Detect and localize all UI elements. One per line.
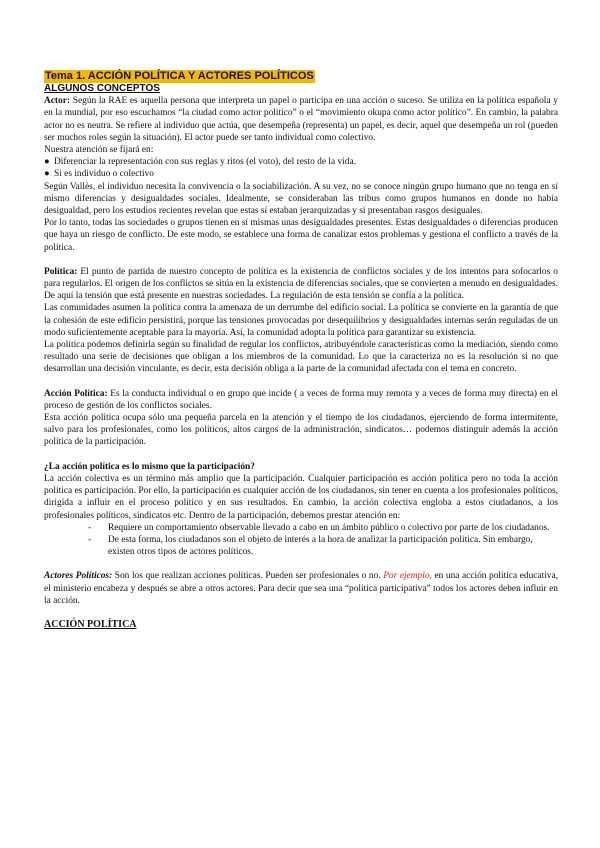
bullet-icon: ● (44, 169, 50, 180)
document-page (44, 70, 558, 631)
politica-paragraph-3: La política podemos definirla según su finalidad de regular los conflictos, atribuyéndole características como la mediación, siendo como resultado una serie de decisiones que obligan a los miembros de la comunidad. Lo que la caracteriza no es la resolución si no que desarrollan una decisión vinculante, es decir, esta decisión obliga a la parte de la comunidad afectada con el tema en concreto. (44, 340, 558, 375)
question-paragraph: La acción colectiva es un término más amplio que la participación. Cualquier participación es acción política pero no toda la acción política es participación. Por ello, la participación es cualquier acción de los ciudadanos, sin tener en cuenta a los profesionales políticos, dirigida a influir en el proceso político y en sus resultados. En cambio, la acción colectiva engloba a estos ciudadanos, a los profesionales políticos, sindicatos etc. Dentro de la participación, debemos prestar atención en: (44, 473, 558, 521)
dash-icon: - (88, 522, 92, 533)
section-subtitle: ALGUNOS CONCEPTOS (44, 83, 160, 95)
question-heading: ¿La acción política es lo mismo que la participación? (44, 461, 255, 472)
list-item (44, 168, 558, 180)
section-heading: ACCIÓN POLÍTICA (44, 618, 137, 630)
example-highlight: Por ejemplo, (383, 571, 432, 582)
list-item (44, 534, 558, 558)
actores-label: Actores Políticos: (44, 571, 113, 582)
accion-paragraph (44, 388, 558, 412)
list-item (44, 522, 558, 534)
actores-paragraph (44, 570, 558, 607)
dash-text: Requiere un comportamiento observable llevado a cabo en un ámbito público o colectivo por parte de los ciudadanos. (108, 522, 550, 533)
list-item (44, 156, 558, 168)
actores-text-2: en una acción política educativa, el ministerio encabeza y después se abre a otros actores. Para decir que sea una “política participativa” todos los actores deben influir en la acción. (44, 571, 558, 606)
bullet-text: Diferenciar la representación con sus reglas y ritos (el voto), del resto de la vida. (54, 157, 356, 168)
bullet-text: Si es individuo o colectivo (54, 169, 154, 180)
actores-text-1: Son los que realizan acciones políticas. Pueden ser profesionales o no. (112, 571, 384, 582)
valles-paragraph: Según Vallès, el individuo necesita la convivencia o la sociabilización. A su vez, no se conoce ningún grupo humano que no tenga en sí mismo diferencias y desigualdades sociales. Idealmente, se consideraban las tribus como grupos humanos en donde no había desigualdad, pero los estudios recientes revelan que estas sí estaban jerarquizadas y si presentaban rasgos desiguales. (44, 181, 558, 217)
accion-text: Es la conducta individual o en grupo que incide ( a veces de forma muy remota y a veces de forma muy directa) en el proceso de gestión de los conflictos sociales. (44, 388, 558, 411)
actor-paragraph (44, 95, 558, 144)
attention-line: Nuestra atención se fijará en: (44, 145, 154, 156)
politica-paragraph (44, 266, 558, 303)
accion-paragraph-2: Esta acción política ocupa sólo una pequeña parcela en la atención y el tiempo de los ciudadanos, ejerciendo de forma intermitente, salvo para los profesionales, como los políticos, altos cargos de la administración, sindicatos… podemos distinguir además la acción política de la participación. (44, 413, 558, 448)
bullet-icon: ● (44, 157, 50, 168)
politica-label: Política: (44, 266, 78, 277)
dash-icon: - (88, 534, 92, 545)
actor-text: Según la RAE es aquella persona que interpreta un papel o participa en una acción o suceso. Se utiliza en la política española y en la mundial, por eso escuchamos “la ciudad como actor político” o el “movimiento okupa como actor político”. En cambio, la palabra actor no es neutra. Se refiere al individuo que actúa, que desempeña (representa) un papel, es decir, aquel que desempeña un rol (pueden ser muchos roles según la situación). El actor puede ser tanto individual como colectivo. (44, 96, 558, 143)
document-title: Tema 1. ACCIÓN POLÍTICA Y ACTORES POLÍTICOS (45, 70, 314, 82)
politica-text: El punto de partida de nuestro concepto de política es la existencia de conflictos sociales y de los intentos para sofocarlos o para regularlos. El origen de los conflictos se sitúa en la existencia de diferencias sociales, que se convierten a menudo en desigualdades. De aquí la tensión que está presente en nuestras sociedades. La regulación de esta tensión se confía a la política. (44, 266, 558, 302)
dash-text: De esta forma, los ciudadanos son el objeto de interés a la hora de analizar la participación política. Sin embargo, existen otros tipos de actores políticos. (108, 534, 533, 558)
politica-paragraph-2: Las comunidades asumen la política contra la amenaza de un derrumbe del edificio social. La política se convierte en la garantía de que la cohesión de este edificio persistirá, porque las tensiones provocadas por desequilibrios y desigualdades internas serán reguladas de un modo suficientemente aceptable para la mayoría. Así, la comunidad adopta la política para garantizar su existencia. (44, 303, 558, 338)
actor-label: Actor: (44, 96, 71, 107)
societies-paragraph: Por lo tanto, todas las sociedades o grupos tienen en sí mismas unas desigualdades presentes. Estas desigualdades o diferencias producen que haya un riesgo de conflicto. De este modo, se establece una forma de canalizar estos problemas y gestiona el conflicto a través de la política. (44, 218, 558, 253)
accion-label: Acción Política: (44, 388, 108, 399)
